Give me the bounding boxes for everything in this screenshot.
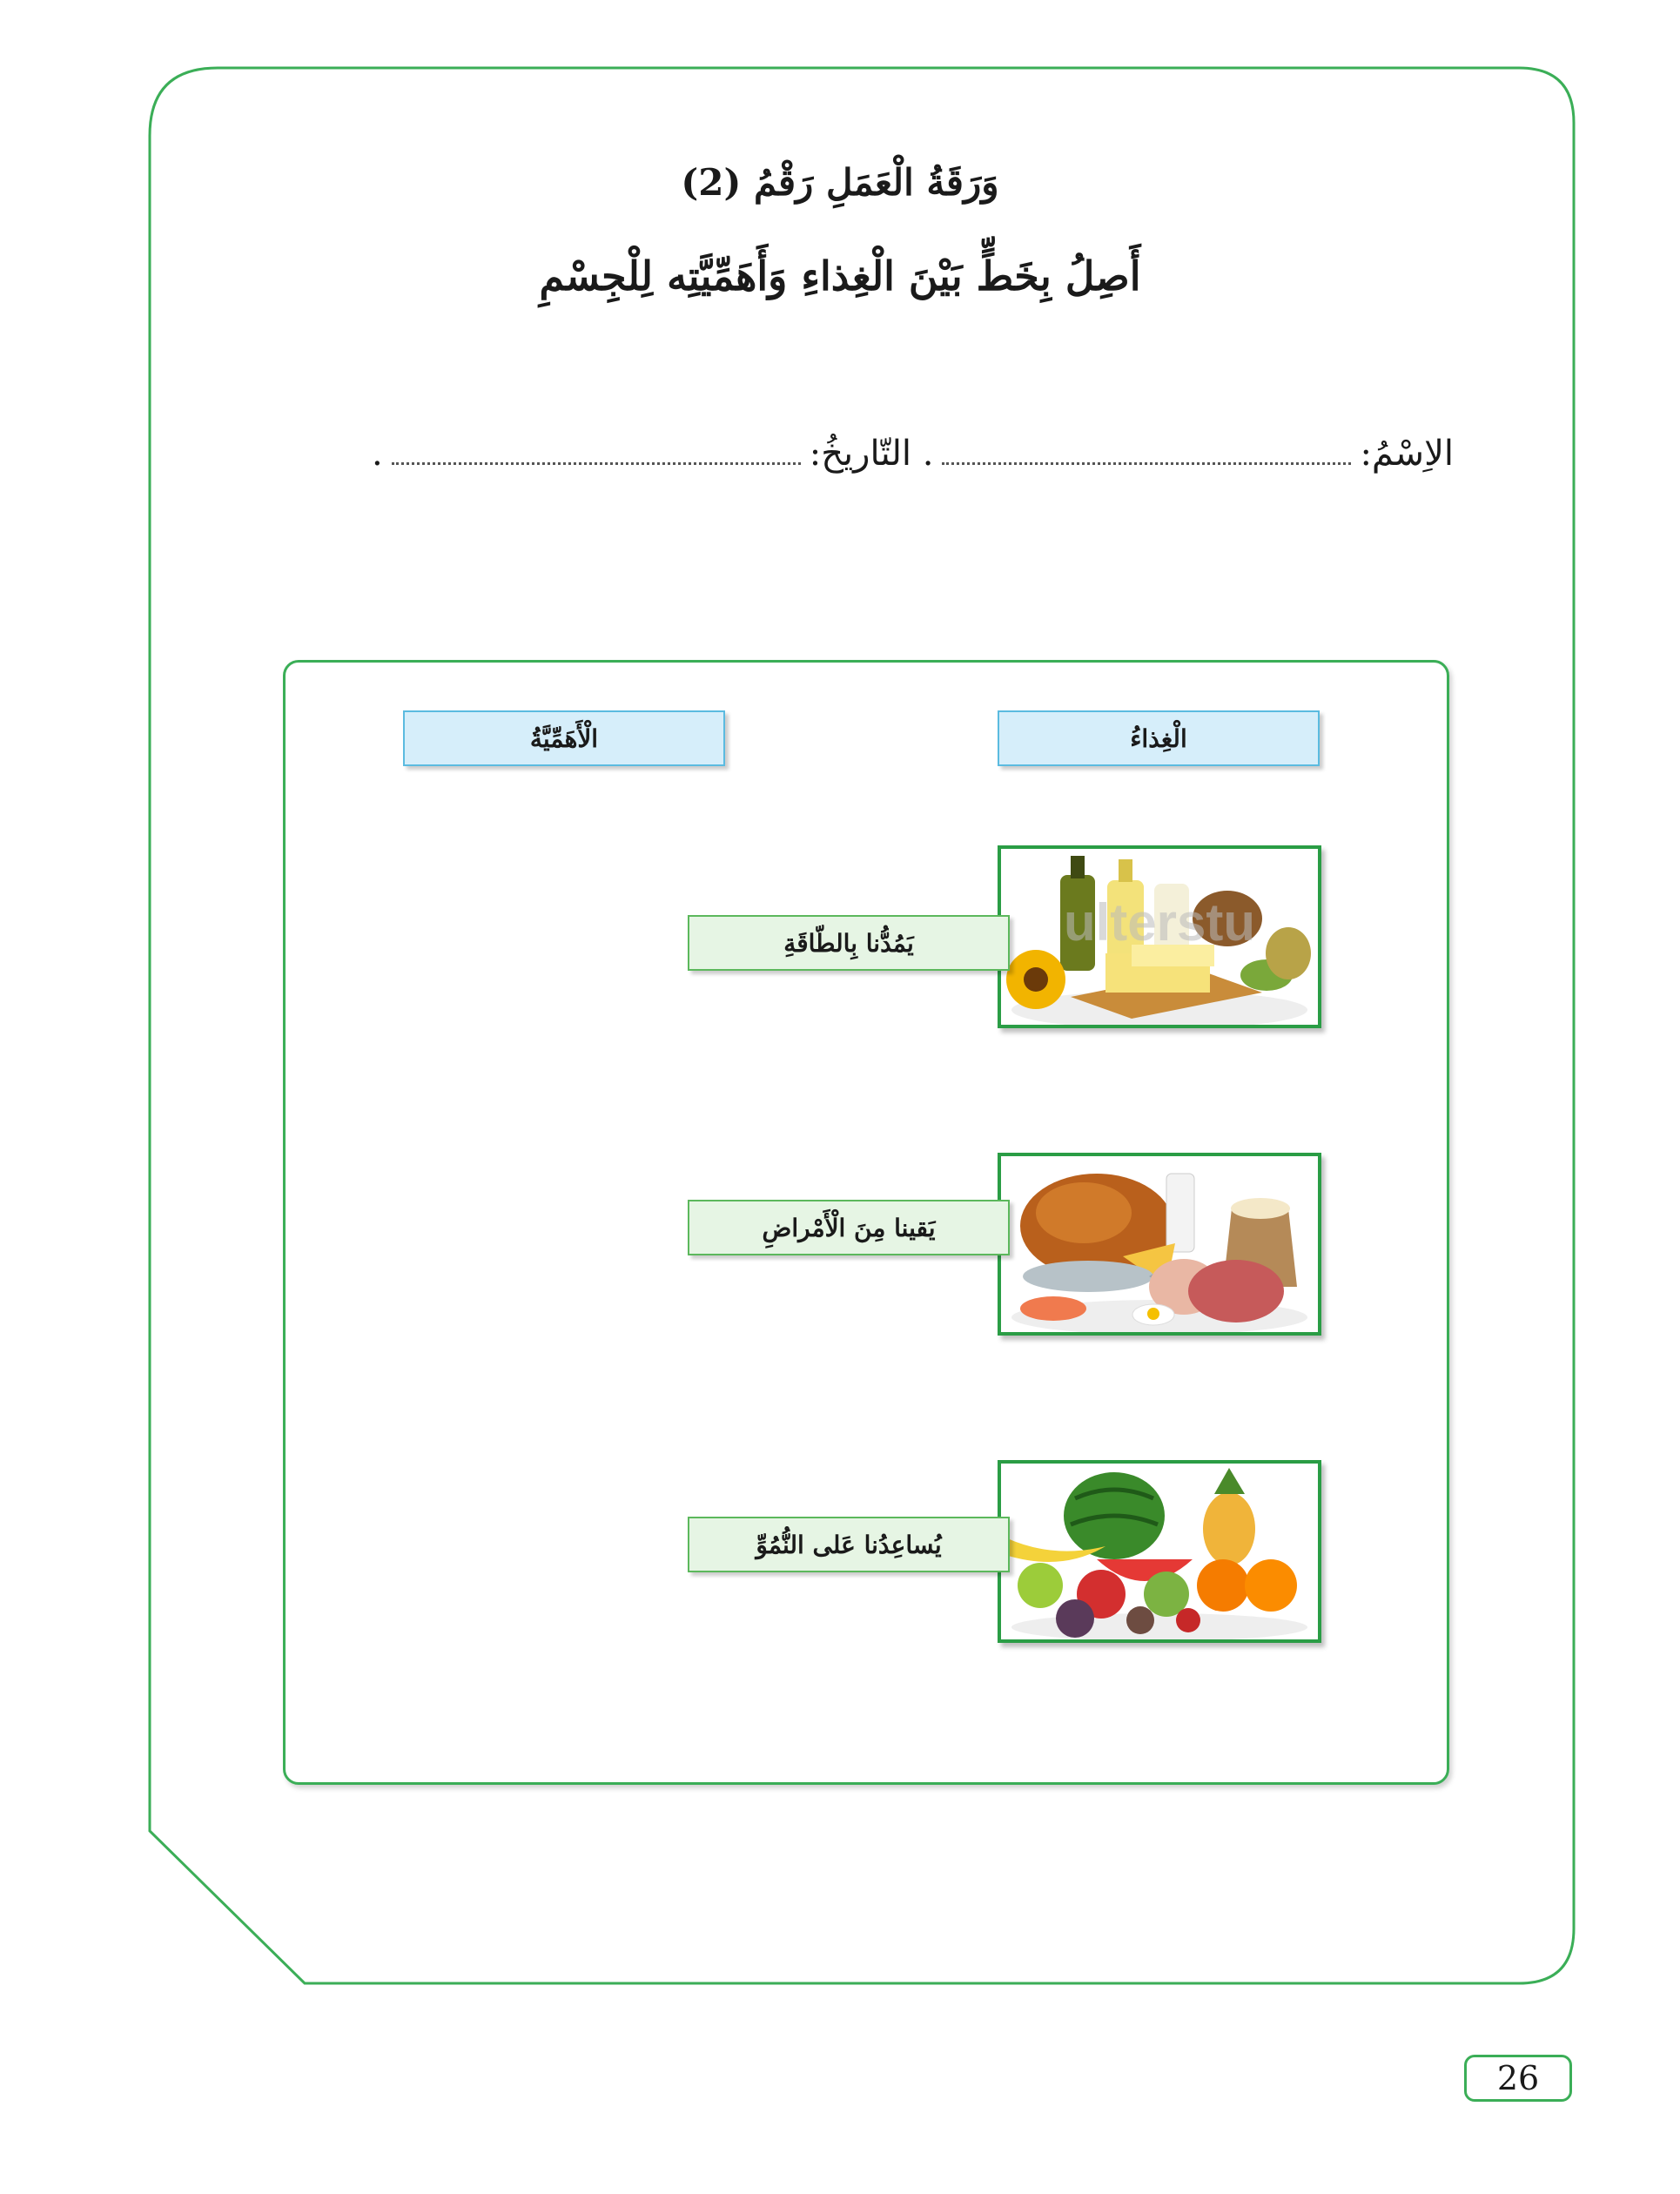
importance-option-energy[interactable]: يَمُدُّنا بِالطّاقَةِ [688,915,1010,971]
page-number: 26 [1464,2055,1572,2102]
food-column-header: الْغِذاءُ [998,710,1320,766]
food-image-fruits[interactable] [998,1460,1321,1643]
food-image-fats[interactable] [998,845,1321,1028]
importance-option-disease-protection[interactable]: يَقينا مِنَ الْأَمْراضِ [688,1200,1010,1255]
meat-fish-eggs-icon [1001,1156,1318,1332]
importance-option-growth[interactable]: يُساعِدُنا عَلى النُّمُوِّ [688,1517,1010,1572]
name-label: الاِسْمُ: [1360,434,1454,474]
fruits-icon [1001,1464,1318,1639]
oils-butter-icon [1001,849,1318,1025]
date-label: . التّاريخُ: [809,434,934,474]
importance-column-header: الْأَهَمِّيَّةُ [403,710,725,766]
name-date-row [331,434,1454,495]
name-field[interactable] [942,461,1351,465]
date-field[interactable] [392,461,801,465]
food-image-proteins[interactable] [998,1153,1321,1336]
worksheet-instruction: أَصِلُ بِخَطٍّ بَيْنَ الْغِذاءِ وَأَهَمِّيَّتِه لِلْجِسْمِ [539,252,1141,299]
worksheet-title: وَرَقَةُ الْعَمَلِ رَقْمُ (2) [681,161,999,204]
watermark-text: ulterstu [1063,893,1256,952]
matching-exercise-box [283,660,1449,1785]
end-mark: . [372,434,383,474]
